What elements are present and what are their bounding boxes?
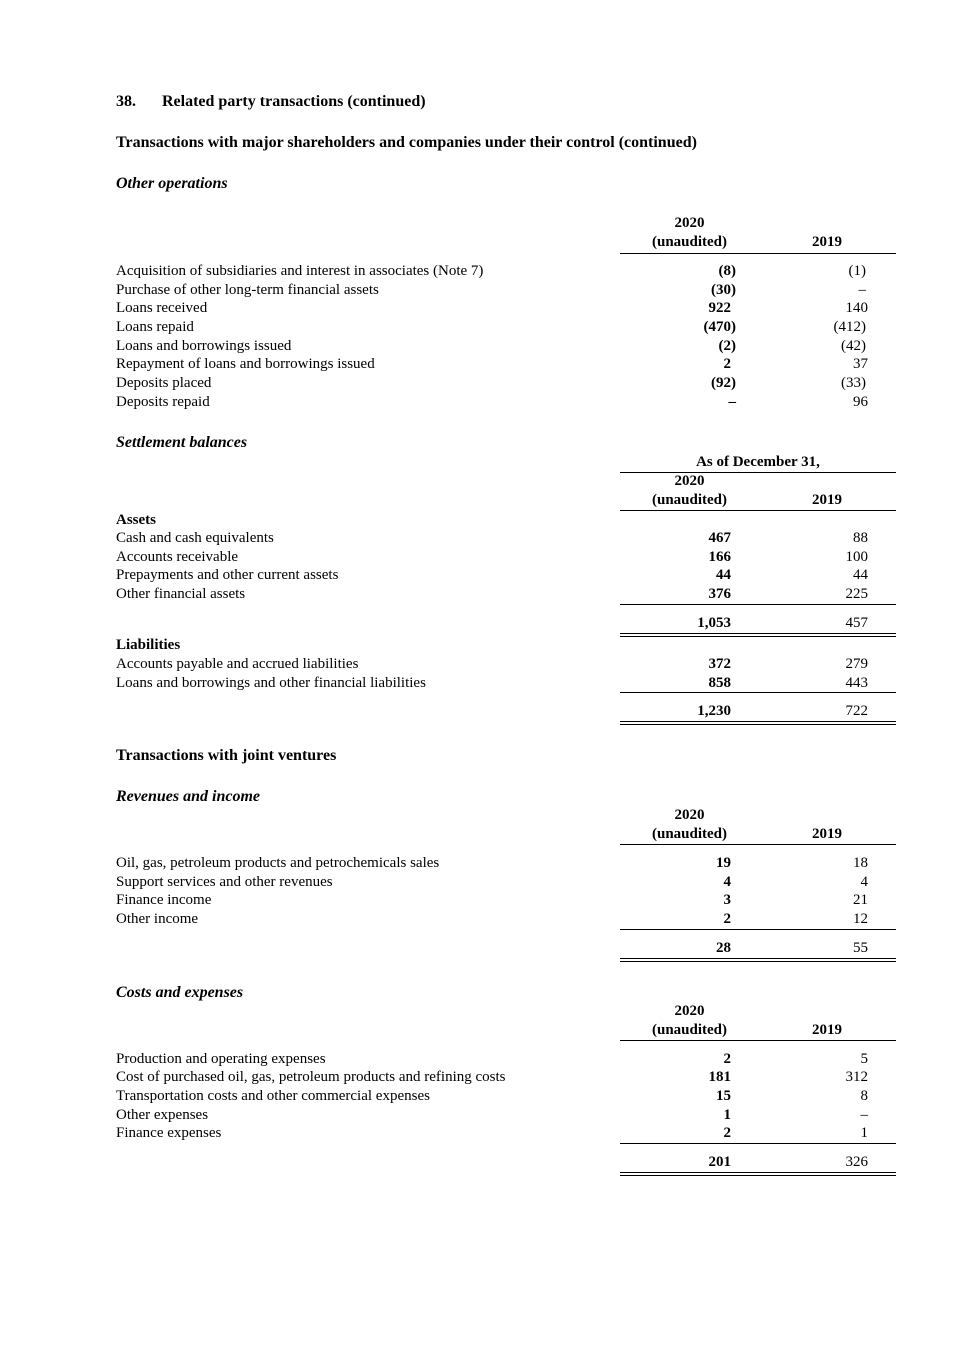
revenues-subtotal-rule [620, 929, 896, 930]
table-cell-2019: 312 [845, 1069, 868, 1085]
table-cell-2019: 225 [845, 586, 868, 602]
table-row-label: Transportation costs and other commercial expenses [116, 1088, 430, 1104]
table-cell-2019: 18 [853, 855, 868, 871]
table-cell-2019: 44 [853, 567, 868, 583]
table-cell-2019: 21 [853, 892, 868, 908]
table-row-label: Support services and other revenues [116, 874, 333, 890]
table-cell-2020: 1 [723, 1107, 731, 1123]
costs-subtotal-rule [620, 1143, 896, 1144]
table-row-label: Other financial assets [116, 586, 246, 602]
other-ops-header-unaudited: (unaudited) [651, 234, 728, 250]
table-row-label: Deposits repaid [116, 394, 210, 410]
revenues-total-double-rule [620, 958, 896, 962]
table-cell-2020: 922 [708, 300, 731, 316]
table-cell-2019: 279 [845, 656, 868, 672]
other-ops-header-2020: 2020 [674, 215, 705, 231]
table-row-label: Loans and borrowings issued [116, 338, 292, 354]
table-cell-2019: – [860, 1107, 868, 1123]
assets-total-2020: 1,053 [697, 615, 731, 631]
revenues-header-unaudited: (unaudited) [651, 826, 728, 842]
revenues-header-rule [620, 844, 896, 845]
table-cell-2019: 1 [860, 1125, 868, 1141]
assets-label: Assets [116, 512, 156, 528]
settlement-header-unaudited: (unaudited) [651, 492, 728, 508]
table-cell-2019: 37 [853, 356, 868, 372]
table-row-label: Repayment of loans and borrowings issued [116, 356, 375, 372]
costs-total-double-rule [620, 1172, 896, 1176]
table-row-label: Loans repaid [116, 319, 194, 335]
table-cell-2019: (33) [841, 375, 866, 391]
assets-subtotal-rule [620, 604, 896, 605]
assets-total-2019: 457 [845, 615, 868, 631]
liabilities-label: Liabilities [116, 637, 181, 653]
table-cell-2019: 12 [853, 911, 868, 927]
costs-expenses-title: Costs and expenses [116, 984, 244, 1001]
liabilities-total-double-rule [620, 721, 896, 725]
table-cell-2020: 858 [708, 675, 731, 691]
revenues-header-2020: 2020 [674, 807, 705, 823]
table-cell-2020: (470) [703, 319, 736, 335]
table-row-label: Cost of purchased oil, gas, petroleum products and refining costs [116, 1069, 506, 1085]
table-cell-2019: 100 [845, 549, 868, 565]
shareholders-heading: Transactions with major shareholders and companies under their control (continued) [116, 134, 697, 151]
settlement-header-rule [620, 510, 896, 511]
table-cell-2020: 4 [723, 874, 731, 890]
table-cell-2020: (8) [718, 263, 736, 279]
table-cell-2020: 2 [723, 1125, 731, 1141]
table-cell-2019: 96 [853, 394, 868, 410]
liabilities-subtotal-rule [620, 692, 896, 693]
table-row-label: Other expenses [116, 1107, 209, 1123]
table-cell-2020: 3 [723, 892, 731, 908]
table-cell-2020: (2) [718, 338, 736, 354]
table-row-label: Other income [116, 911, 199, 927]
section-heading [116, 93, 426, 111]
table-cell-2020: 372 [708, 656, 731, 672]
table-cell-2019: 4 [860, 874, 868, 890]
table-row-label: Prepayments and other current assets [116, 567, 339, 583]
table-cell-2020: 467 [708, 530, 731, 546]
table-cell-2020: – [728, 394, 736, 410]
costs-header-2019: 2019 [812, 1022, 842, 1038]
table-cell-2020: 376 [708, 586, 731, 602]
table-cell-2020: 2 [723, 1051, 731, 1067]
table-cell-2020: 2 [723, 356, 731, 372]
table-row-label: Cash and cash equivalents [116, 530, 274, 546]
table-row-label: Accounts payable and accrued liabilities [116, 656, 359, 672]
joint-ventures-heading: Transactions with joint ventures [116, 747, 337, 764]
section-title: Related party transactions (continued) [162, 93, 426, 110]
table-cell-2019: 443 [845, 675, 868, 691]
table-cell-2019: – [858, 282, 866, 298]
liabilities-total-2020: 1,230 [697, 703, 731, 719]
settlement-balances-title: Settlement balances [116, 434, 248, 451]
table-cell-2019: 88 [853, 530, 868, 546]
table-cell-2019: (1) [848, 263, 866, 279]
revenues-income-title: Revenues and income [116, 788, 260, 805]
other-operations-title: Other operations [116, 175, 228, 192]
section-number: 38. [116, 93, 136, 110]
table-row-label: Finance income [116, 892, 212, 908]
table-cell-2020: 19 [716, 855, 731, 871]
table-row-label: Deposits placed [116, 375, 212, 391]
costs-header-unaudited: (unaudited) [651, 1022, 728, 1038]
table-cell-2020: 44 [716, 567, 731, 583]
revenues-total-2019: 55 [853, 940, 868, 956]
table-cell-2020: 15 [716, 1088, 731, 1104]
table-row-label: Accounts receivable [116, 549, 239, 565]
assets-total-double-rule [620, 633, 896, 637]
table-cell-2020: 181 [708, 1069, 731, 1085]
revenues-total-2020: 28 [716, 940, 731, 956]
table-cell-2019: 5 [860, 1051, 868, 1067]
costs-total-2019: 326 [845, 1154, 868, 1170]
settlement-header-as-of: As of December 31, [696, 454, 820, 470]
table-row-label: Finance expenses [116, 1125, 222, 1141]
costs-header-2020: 2020 [674, 1003, 705, 1019]
table-cell-2020: 166 [708, 549, 731, 565]
settlement-header-2019: 2019 [812, 492, 842, 508]
table-cell-2019: (42) [841, 338, 866, 354]
table-row-label: Loans and borrowings and other financial liabilities [116, 675, 426, 691]
table-row-label: Purchase of other long-term financial assets [116, 282, 379, 298]
table-row-label: Acquisition of subsidiaries and interest in associates (Note 7) [116, 263, 484, 279]
costs-total-2020: 201 [708, 1154, 731, 1170]
table-row-label: Oil, gas, petroleum products and petrochemicals sales [116, 855, 440, 871]
table-row-label: Production and operating expenses [116, 1051, 326, 1067]
table-cell-2020: (92) [711, 375, 736, 391]
costs-header-rule [620, 1040, 896, 1041]
table-cell-2019: 8 [860, 1088, 868, 1104]
other-ops-header-rule [620, 253, 896, 254]
table-cell-2020: 2 [723, 911, 731, 927]
settlement-header-2020: 2020 [674, 473, 705, 489]
table-cell-2019: (412) [833, 319, 866, 335]
liabilities-total-2019: 722 [845, 703, 868, 719]
table-row-label: Loans received [116, 300, 208, 316]
other-ops-header-2019: 2019 [812, 234, 842, 250]
table-cell-2019: 140 [845, 300, 868, 316]
table-cell-2020: (30) [711, 282, 736, 298]
revenues-header-2019: 2019 [812, 826, 842, 842]
